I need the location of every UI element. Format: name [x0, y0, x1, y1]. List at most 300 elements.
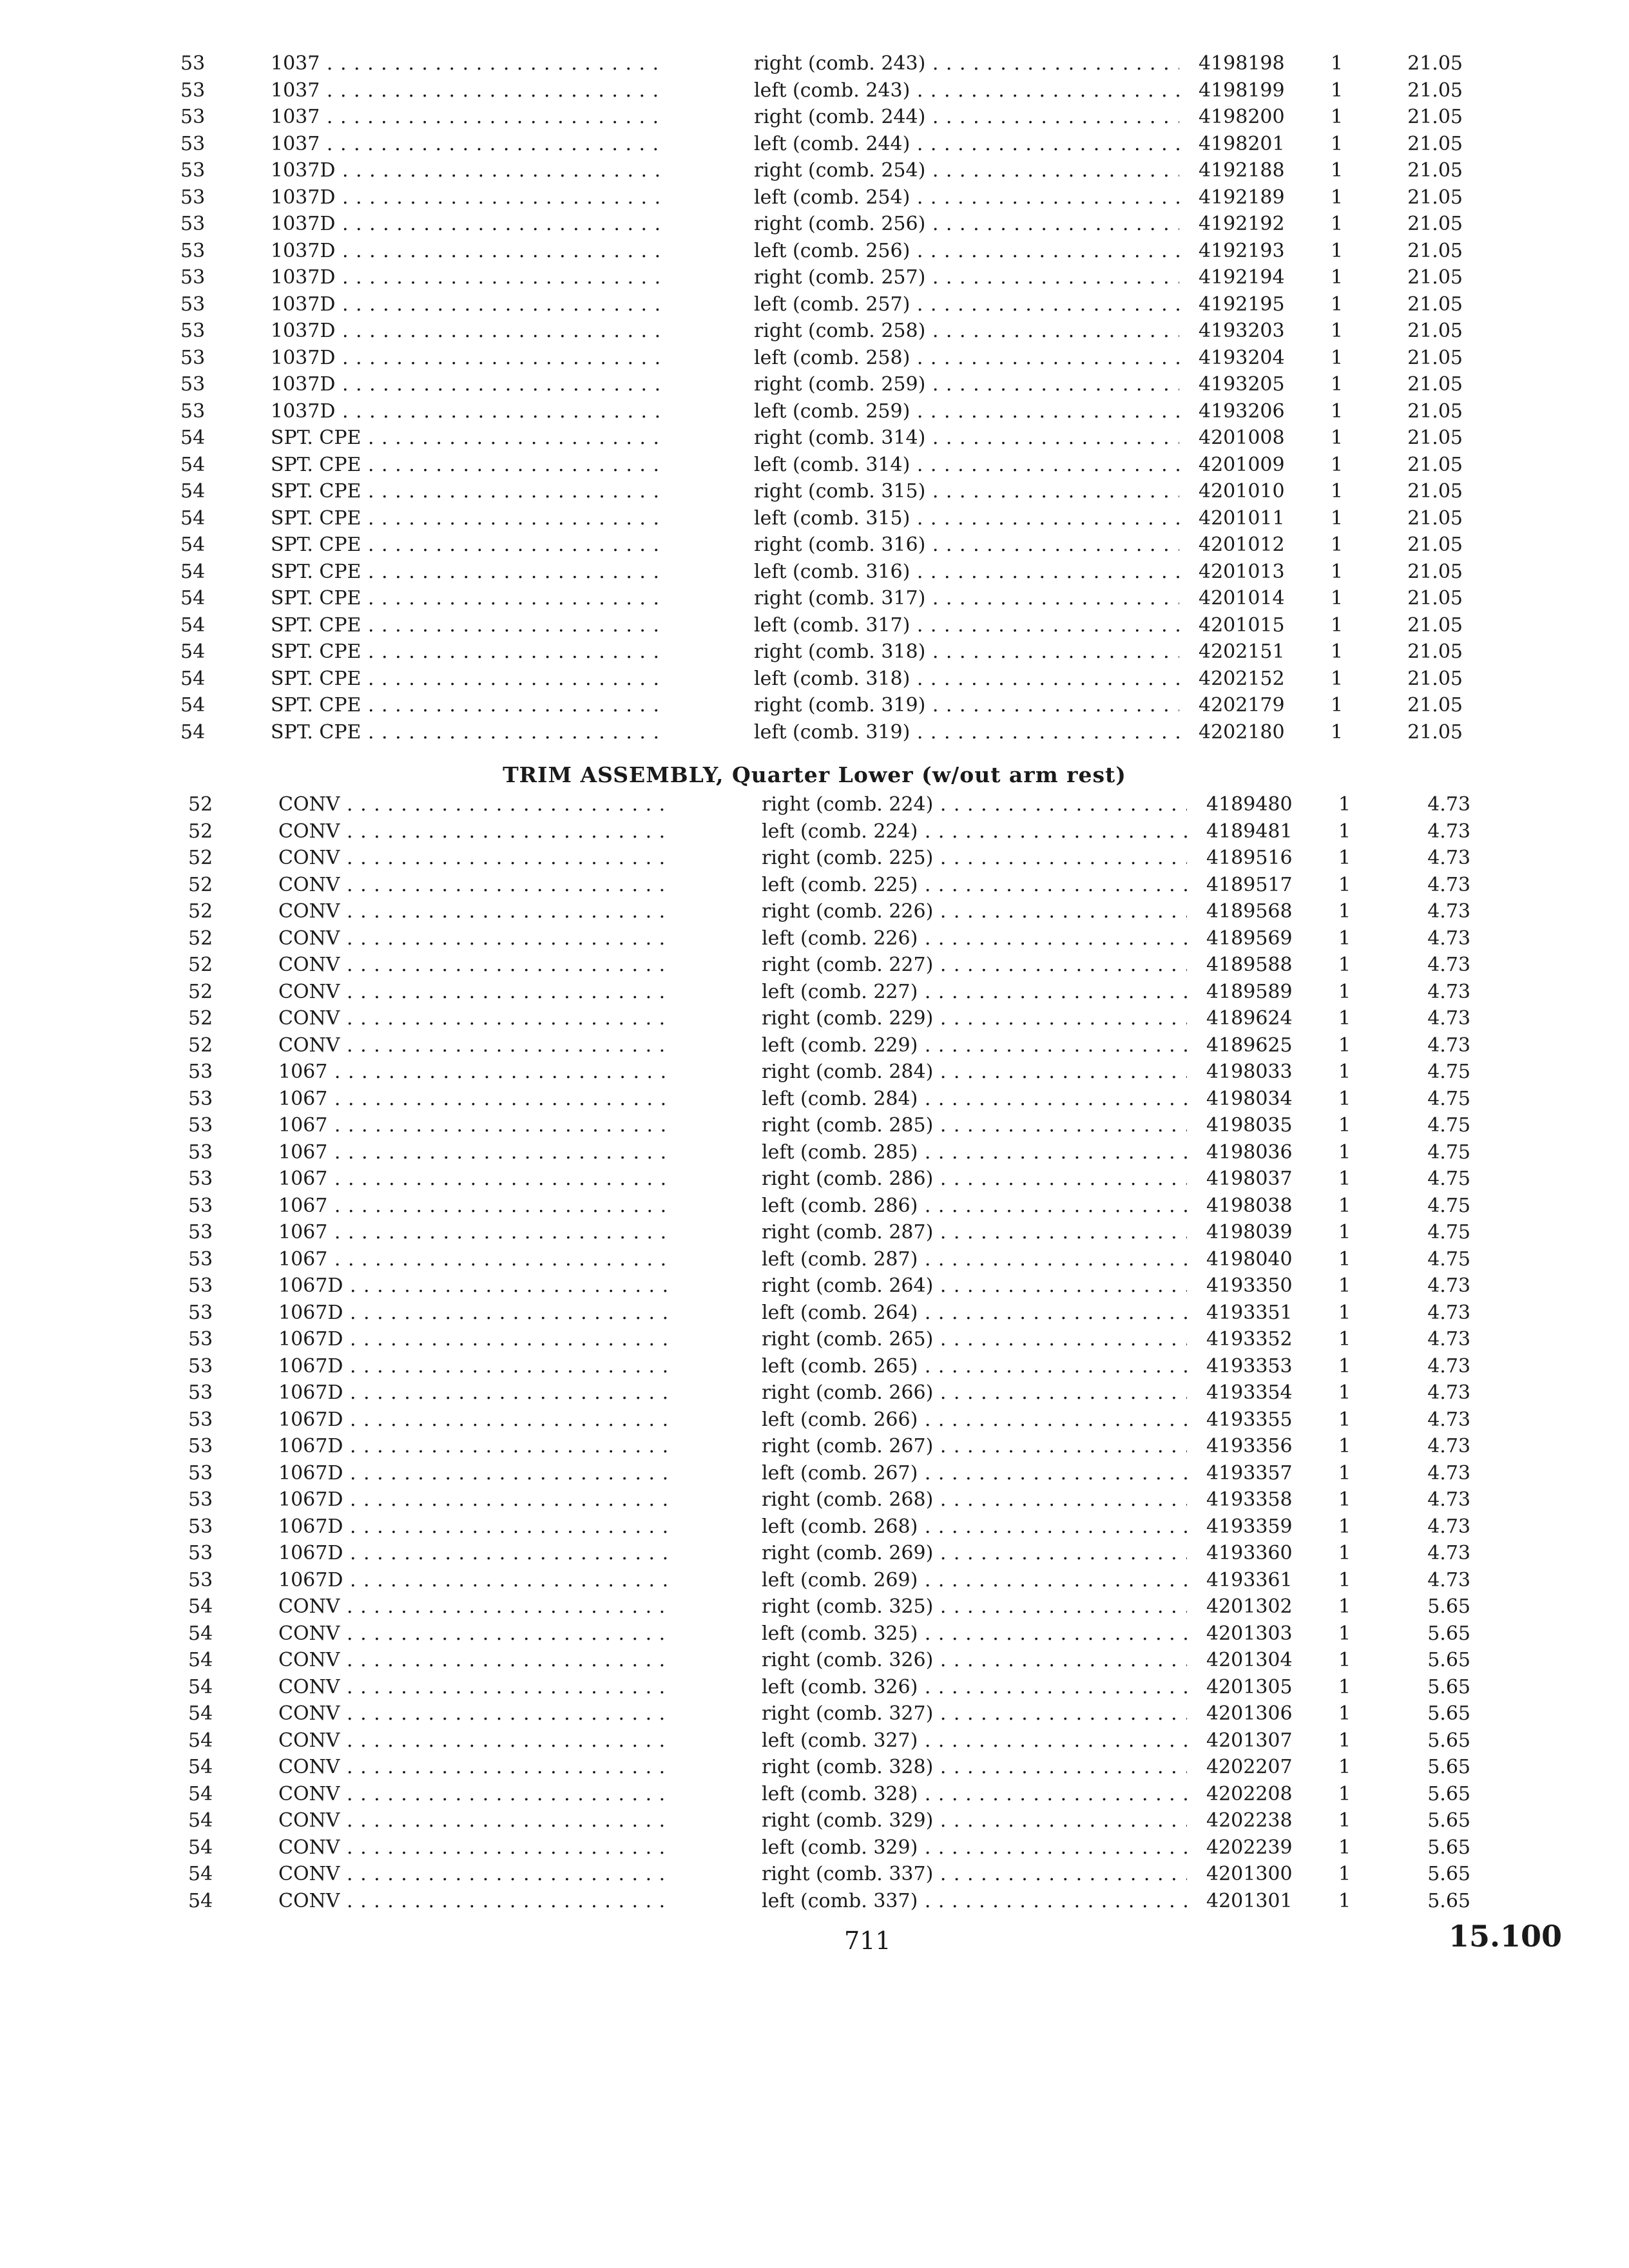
description-cell: right (comb. 266) . . .	[762, 1379, 1187, 1407]
quantity-cell: 1	[1331, 613, 1344, 637]
model-cell: 1067D . . .	[278, 1486, 671, 1514]
part-number-cell: 4189516	[1206, 847, 1293, 869]
quantity-cell: 1	[1338, 1595, 1351, 1618]
model-cell: 1067 . . .	[278, 1112, 671, 1139]
quantity-cell: 1	[1338, 1007, 1351, 1030]
quantity-cell: 1	[1338, 1140, 1351, 1164]
year-cell: 52	[188, 793, 213, 816]
year-cell: 53	[180, 52, 206, 75]
quantity-cell: 1	[1338, 1863, 1351, 1885]
price-cell: 21.05	[1407, 399, 1463, 423]
description-cell: right (comb. 226) . . .	[762, 898, 1187, 925]
model-cell: CONV . . .	[278, 898, 671, 925]
price-cell: 4.73	[1427, 1408, 1470, 1431]
price-cell: 4.75	[1427, 1087, 1470, 1110]
price-cell: 4.73	[1427, 927, 1470, 950]
quantity-cell: 1	[1331, 453, 1344, 476]
year-cell: 53	[180, 239, 206, 262]
description-cell: right (comb. 265) . . .	[762, 1326, 1187, 1353]
price-cell: 21.05	[1407, 373, 1463, 396]
year-cell: 54	[188, 1622, 213, 1645]
part-number-cell: 4192189	[1199, 186, 1285, 209]
quantity-cell: 1	[1338, 1488, 1351, 1511]
page-number: 711	[844, 1927, 891, 1955]
description-cell: left (comb. 317) . . .	[754, 612, 1179, 639]
year-cell: 53	[188, 1221, 213, 1244]
price-cell: 5.65	[1427, 1729, 1470, 1752]
part-number-cell: 4202208	[1206, 1782, 1293, 1805]
model-cell: CONV . . .	[278, 952, 671, 979]
quantity-cell: 1	[1331, 106, 1344, 128]
quantity-cell: 1	[1331, 293, 1344, 316]
model-cell: CONV . . .	[278, 1647, 671, 1674]
year-cell: 52	[188, 927, 213, 950]
table-row	[174, 639, 1482, 666]
quantity-cell: 1	[1338, 1836, 1351, 1859]
quantity-cell: 1	[1338, 1408, 1351, 1431]
price-cell: 4.73	[1427, 1328, 1470, 1350]
model-cell: CONV . . .	[278, 1700, 671, 1727]
quantity-cell: 1	[1331, 266, 1344, 289]
model-cell: 1067D . . .	[278, 1379, 671, 1407]
year-cell: 52	[188, 1007, 213, 1030]
price-cell: 4.75	[1427, 1168, 1470, 1190]
quantity-cell: 1	[1331, 52, 1344, 75]
quantity-cell: 1	[1338, 1675, 1351, 1698]
year-cell: 54	[180, 427, 206, 449]
price-cell: 4.73	[1427, 1354, 1470, 1378]
quantity-cell: 1	[1331, 346, 1344, 369]
part-number-cell: 4201014	[1199, 587, 1285, 610]
description-cell: right (comb. 243) . . .	[754, 50, 1179, 77]
price-cell: 21.05	[1407, 613, 1463, 637]
year-cell: 52	[188, 954, 213, 976]
table-row	[182, 1086, 1490, 1113]
price-cell: 5.65	[1427, 1649, 1470, 1671]
model-cell: 1037 . . .	[271, 77, 664, 104]
table-row	[182, 1139, 1490, 1166]
model-cell: CONV . . .	[278, 1674, 671, 1701]
price-cell: 21.05	[1407, 79, 1463, 102]
price-cell: 4.75	[1427, 1194, 1470, 1217]
part-number-cell: 4189625	[1206, 1033, 1293, 1057]
year-cell: 54	[188, 1889, 213, 1912]
year-cell: 53	[188, 1194, 213, 1217]
table-row	[174, 157, 1482, 184]
description-cell: right (comb. 229) . . .	[762, 1005, 1187, 1032]
year-cell: 53	[188, 1274, 213, 1297]
year-cell: 53	[188, 1087, 213, 1110]
model-cell: 1037D . . .	[271, 211, 664, 238]
price-cell: 4.75	[1427, 1221, 1470, 1244]
table-row	[174, 532, 1482, 559]
part-number-cell: 4201012	[1199, 533, 1285, 556]
quantity-cell: 1	[1338, 1515, 1351, 1538]
model-cell: 1067 . . .	[278, 1059, 671, 1086]
table-row	[174, 104, 1482, 131]
heading-title: TRIM ASSEMBLY,	[503, 762, 724, 787]
description-cell: right (comb. 269) . . .	[762, 1540, 1187, 1567]
price-cell: 4.73	[1427, 980, 1470, 1003]
table-row	[182, 1727, 1490, 1754]
year-cell: 52	[188, 873, 213, 896]
quantity-cell: 1	[1331, 533, 1344, 556]
price-cell: 4.73	[1427, 1542, 1470, 1564]
quantity-cell: 1	[1338, 1033, 1351, 1057]
year-cell: 53	[180, 213, 206, 235]
part-number-cell: 4193203	[1199, 320, 1285, 342]
year-cell: 53	[188, 1435, 213, 1457]
model-cell: 1067 . . .	[278, 1246, 671, 1273]
model-cell: CONV . . .	[278, 845, 671, 872]
description-cell: right (comb. 225) . . .	[762, 845, 1187, 872]
part-number-cell: 4193361	[1206, 1568, 1293, 1591]
year-cell: 52	[188, 847, 213, 869]
part-number-cell: 4192193	[1199, 239, 1285, 262]
quantity-cell: 1	[1331, 399, 1344, 423]
year-cell: 53	[188, 1488, 213, 1511]
description-cell: left (comb. 269) . . .	[762, 1567, 1187, 1594]
model-cell: 1067D . . .	[278, 1540, 671, 1567]
description-cell: left (comb. 318) . . .	[754, 666, 1179, 693]
model-cell: CONV . . .	[278, 1861, 671, 1888]
parts-table-upper	[174, 50, 1482, 745]
model-cell: 1037D . . .	[271, 345, 664, 372]
price-cell: 4.73	[1427, 1301, 1470, 1324]
table-row	[182, 1300, 1490, 1327]
part-number-cell: 4198038	[1206, 1194, 1293, 1217]
description-cell: left (comb. 285) . . .	[762, 1139, 1187, 1166]
price-cell: 21.05	[1407, 720, 1463, 744]
year-cell: 54	[188, 1675, 213, 1698]
year-cell: 53	[188, 1140, 213, 1164]
part-number-cell: 4193360	[1206, 1542, 1293, 1564]
model-cell: SPT. CPE . . .	[271, 719, 664, 746]
quantity-cell: 1	[1331, 373, 1344, 396]
part-number-cell: 4202179	[1199, 694, 1285, 716]
table-row	[174, 719, 1482, 746]
table-row	[182, 1166, 1490, 1193]
description-cell: right (comb. 317) . . .	[754, 585, 1179, 612]
model-cell: SPT. CPE . . .	[271, 585, 664, 612]
year-cell: 54	[180, 533, 206, 556]
year-cell: 54	[188, 1729, 213, 1752]
price-cell: 21.05	[1407, 186, 1463, 209]
model-cell: 1037D . . .	[271, 371, 664, 398]
part-number-cell: 4193354	[1206, 1381, 1293, 1404]
year-cell: 52	[188, 820, 213, 843]
table-row	[174, 559, 1482, 586]
price-cell: 21.05	[1407, 640, 1463, 663]
table-row	[182, 845, 1490, 872]
table-row	[182, 1514, 1490, 1541]
part-number-cell: 4201008	[1199, 427, 1285, 449]
description-cell: right (comb. 337) . . .	[762, 1861, 1187, 1888]
model-cell: SPT. CPE . . .	[271, 505, 664, 532]
part-number-cell: 4193352	[1206, 1328, 1293, 1350]
table-row	[174, 238, 1482, 265]
quantity-cell: 1	[1338, 793, 1351, 816]
part-number-cell: 4201009	[1199, 453, 1285, 476]
table-row	[182, 1888, 1490, 1915]
year-cell: 53	[188, 1568, 213, 1591]
quantity-cell: 1	[1338, 1649, 1351, 1671]
description-cell: left (comb. 268) . . .	[762, 1514, 1187, 1541]
description-cell: right (comb. 319) . . .	[754, 692, 1179, 719]
table-row	[174, 478, 1482, 505]
table-row	[182, 898, 1490, 925]
quantity-cell: 1	[1338, 1114, 1351, 1137]
description-cell: right (comb. 329) . . .	[762, 1807, 1187, 1834]
quantity-cell: 1	[1331, 213, 1344, 235]
model-cell: 1067D . . .	[278, 1460, 671, 1487]
table-row	[182, 1567, 1490, 1594]
price-cell: 21.05	[1407, 159, 1463, 182]
model-cell: 1067D . . .	[278, 1407, 671, 1434]
description-cell: left (comb. 227) . . .	[762, 979, 1187, 1006]
year-cell: 53	[180, 320, 206, 342]
price-cell: 21.05	[1407, 239, 1463, 262]
year-cell: 54	[188, 1836, 213, 1859]
price-cell: 4.73	[1427, 1274, 1470, 1297]
price-cell: 21.05	[1407, 427, 1463, 449]
description-cell: left (comb. 244) . . .	[754, 131, 1179, 158]
quantity-cell: 1	[1331, 79, 1344, 102]
part-number-cell: 4201015	[1199, 613, 1285, 637]
description-cell: left (comb. 315) . . .	[754, 505, 1179, 532]
description-cell: left (comb. 328) . . .	[762, 1781, 1187, 1808]
quantity-cell: 1	[1331, 239, 1344, 262]
part-number-cell: 4201302	[1206, 1595, 1293, 1618]
model-cell: 1067 . . .	[278, 1086, 671, 1113]
part-number-cell: 4201010	[1199, 480, 1285, 503]
year-cell: 53	[188, 1408, 213, 1431]
model-cell: CONV . . .	[278, 791, 671, 818]
part-number-cell: 4202207	[1206, 1756, 1293, 1778]
price-cell: 5.65	[1427, 1702, 1470, 1725]
table-row	[174, 318, 1482, 345]
year-cell: 53	[188, 1168, 213, 1190]
model-cell: SPT. CPE . . .	[271, 639, 664, 666]
model-cell: CONV . . .	[278, 1727, 671, 1754]
price-cell: 5.65	[1427, 1809, 1470, 1832]
quantity-cell: 1	[1338, 1461, 1351, 1485]
price-cell: 4.75	[1427, 1061, 1470, 1083]
year-cell: 54	[188, 1782, 213, 1805]
part-number-cell: 4198039	[1206, 1221, 1293, 1244]
year-cell: 53	[188, 1328, 213, 1350]
part-number-cell: 4193353	[1206, 1354, 1293, 1378]
part-number-cell: 4201307	[1206, 1729, 1293, 1752]
quantity-cell: 1	[1338, 1782, 1351, 1805]
price-cell: 5.65	[1427, 1836, 1470, 1859]
table-row	[174, 666, 1482, 693]
model-cell: 1037D . . .	[271, 291, 664, 318]
year-cell: 54	[180, 453, 206, 476]
table-row	[174, 612, 1482, 639]
price-cell: 21.05	[1407, 533, 1463, 556]
part-number-cell: 4201013	[1199, 560, 1285, 583]
year-cell: 53	[180, 346, 206, 369]
quantity-cell: 1	[1338, 847, 1351, 869]
price-cell: 4.73	[1427, 1568, 1470, 1591]
part-number-cell: 4192194	[1199, 266, 1285, 289]
model-cell: 1067 . . .	[278, 1219, 671, 1246]
price-cell: 4.73	[1427, 1461, 1470, 1485]
description-cell: right (comb. 257) . . .	[754, 264, 1179, 291]
quantity-cell: 1	[1338, 1809, 1351, 1832]
model-cell: CONV . . .	[278, 1807, 671, 1834]
part-number-cell: 4201304	[1206, 1649, 1293, 1671]
price-cell: 21.05	[1407, 587, 1463, 610]
model-cell: 1067 . . .	[278, 1166, 671, 1193]
part-number-cell: 4193351	[1206, 1301, 1293, 1324]
year-cell: 54	[188, 1809, 213, 1832]
price-cell: 4.73	[1427, 847, 1470, 869]
model-cell: CONV . . .	[278, 1781, 671, 1808]
part-number-cell: 4189588	[1206, 954, 1293, 976]
part-number-cell: 4193359	[1206, 1515, 1293, 1538]
part-number-cell: 4198033	[1206, 1061, 1293, 1083]
description-cell: right (comb. 264) . . .	[762, 1273, 1187, 1300]
quantity-cell: 1	[1338, 1354, 1351, 1378]
description-cell: right (comb. 327) . . .	[762, 1700, 1187, 1727]
part-number-cell: 4193357	[1206, 1461, 1293, 1485]
description-cell: left (comb. 254) . . .	[754, 184, 1179, 211]
quantity-cell: 1	[1331, 640, 1344, 663]
model-cell: 1067D . . .	[278, 1567, 671, 1594]
quantity-cell: 1	[1331, 480, 1344, 503]
table-row	[174, 184, 1482, 211]
price-cell: 4.73	[1427, 900, 1470, 923]
year-cell: 54	[180, 480, 206, 503]
description-cell: left (comb. 256) . . .	[754, 238, 1179, 265]
quantity-cell: 1	[1338, 1274, 1351, 1297]
year-cell: 54	[188, 1595, 213, 1618]
description-cell: left (comb. 284) . . .	[762, 1086, 1187, 1113]
section-heading	[0, 762, 1629, 787]
price-cell: 5.65	[1427, 1863, 1470, 1885]
price-cell: 21.05	[1407, 453, 1463, 476]
price-cell: 4.75	[1427, 1114, 1470, 1137]
description-cell: left (comb. 287) . . .	[762, 1246, 1187, 1273]
price-cell: 21.05	[1407, 293, 1463, 316]
quantity-cell: 1	[1331, 427, 1344, 449]
part-number-cell: 4198200	[1199, 106, 1285, 128]
description-cell: right (comb. 286) . . .	[762, 1166, 1187, 1193]
part-number-cell: 4193205	[1199, 373, 1285, 396]
description-cell: right (comb. 287) . . .	[762, 1219, 1187, 1246]
table-row	[182, 1032, 1490, 1059]
model-cell: CONV . . .	[278, 1005, 671, 1032]
table-row	[182, 791, 1490, 818]
year-cell: 53	[188, 1354, 213, 1378]
table-row	[182, 872, 1490, 899]
quantity-cell: 1	[1331, 587, 1344, 610]
table-row	[182, 1781, 1490, 1808]
model-cell: 1067 . . .	[278, 1193, 671, 1220]
price-cell: 21.05	[1407, 667, 1463, 690]
table-row	[174, 131, 1482, 158]
description-cell: left (comb. 243) . . .	[754, 77, 1179, 104]
model-cell: CONV . . .	[278, 1620, 671, 1648]
part-number-cell: 4189589	[1206, 980, 1293, 1003]
year-cell: 53	[180, 399, 206, 423]
quantity-cell: 1	[1331, 694, 1344, 716]
description-cell: left (comb. 286) . . .	[762, 1193, 1187, 1220]
part-number-cell: 4189481	[1206, 820, 1293, 843]
model-cell: 1037D . . .	[271, 157, 664, 184]
heading-subtitle: Quarter Lower (w/out arm rest)	[732, 762, 1126, 787]
table-row	[182, 1005, 1490, 1032]
description-cell: right (comb. 224) . . .	[762, 791, 1187, 818]
description-cell: left (comb. 264) . . .	[762, 1300, 1187, 1327]
price-cell: 4.73	[1427, 820, 1470, 843]
table-row	[182, 1353, 1490, 1380]
year-cell: 54	[180, 667, 206, 690]
model-cell: CONV . . .	[278, 1032, 671, 1059]
table-row	[174, 505, 1482, 532]
table-row	[174, 291, 1482, 318]
table-row	[182, 1433, 1490, 1460]
model-cell: 1067D . . .	[278, 1433, 671, 1460]
price-cell: 5.65	[1427, 1675, 1470, 1698]
table-row	[182, 1407, 1490, 1434]
price-cell: 21.05	[1407, 266, 1463, 289]
description-cell: right (comb. 254) . . .	[754, 157, 1179, 184]
description-cell: left (comb. 337) . . .	[762, 1888, 1187, 1915]
model-cell: 1037 . . .	[271, 104, 664, 131]
description-cell: right (comb. 227) . . .	[762, 952, 1187, 979]
table-row	[182, 1647, 1490, 1674]
quantity-cell: 1	[1338, 980, 1351, 1003]
description-cell: right (comb. 285) . . .	[762, 1112, 1187, 1139]
description-cell: left (comb. 266) . . .	[762, 1407, 1187, 1434]
description-cell: left (comb. 327) . . .	[762, 1727, 1187, 1754]
year-cell: 54	[180, 720, 206, 744]
price-cell: 4.73	[1427, 1007, 1470, 1030]
table-row	[174, 692, 1482, 719]
table-row	[182, 1326, 1490, 1353]
description-cell: left (comb. 325) . . .	[762, 1620, 1187, 1648]
year-cell: 53	[180, 132, 206, 155]
quantity-cell: 1	[1331, 186, 1344, 209]
table-row	[182, 1593, 1490, 1620]
model-cell: 1067D . . .	[278, 1514, 671, 1541]
part-number-cell: 4193358	[1206, 1488, 1293, 1511]
description-cell: right (comb. 259) . . .	[754, 371, 1179, 398]
quantity-cell: 1	[1331, 506, 1344, 530]
model-cell: 1037D . . .	[271, 318, 664, 345]
year-cell: 54	[180, 613, 206, 637]
description-cell: right (comb. 318) . . .	[754, 639, 1179, 666]
description-cell: right (comb. 284) . . .	[762, 1059, 1187, 1086]
model-cell: SPT. CPE . . .	[271, 478, 664, 505]
model-cell: CONV . . .	[278, 1593, 671, 1620]
table-row	[182, 1379, 1490, 1407]
table-row	[174, 585, 1482, 612]
quantity-cell: 1	[1338, 1542, 1351, 1564]
table-row	[182, 1059, 1490, 1086]
table-row	[182, 1861, 1490, 1888]
year-cell: 53	[180, 266, 206, 289]
description-cell: left (comb. 257) . . .	[754, 291, 1179, 318]
year-cell: 54	[188, 1649, 213, 1671]
table-row	[174, 452, 1482, 479]
price-cell: 4.73	[1427, 793, 1470, 816]
model-cell: SPT. CPE . . .	[271, 612, 664, 639]
price-cell: 21.05	[1407, 213, 1463, 235]
